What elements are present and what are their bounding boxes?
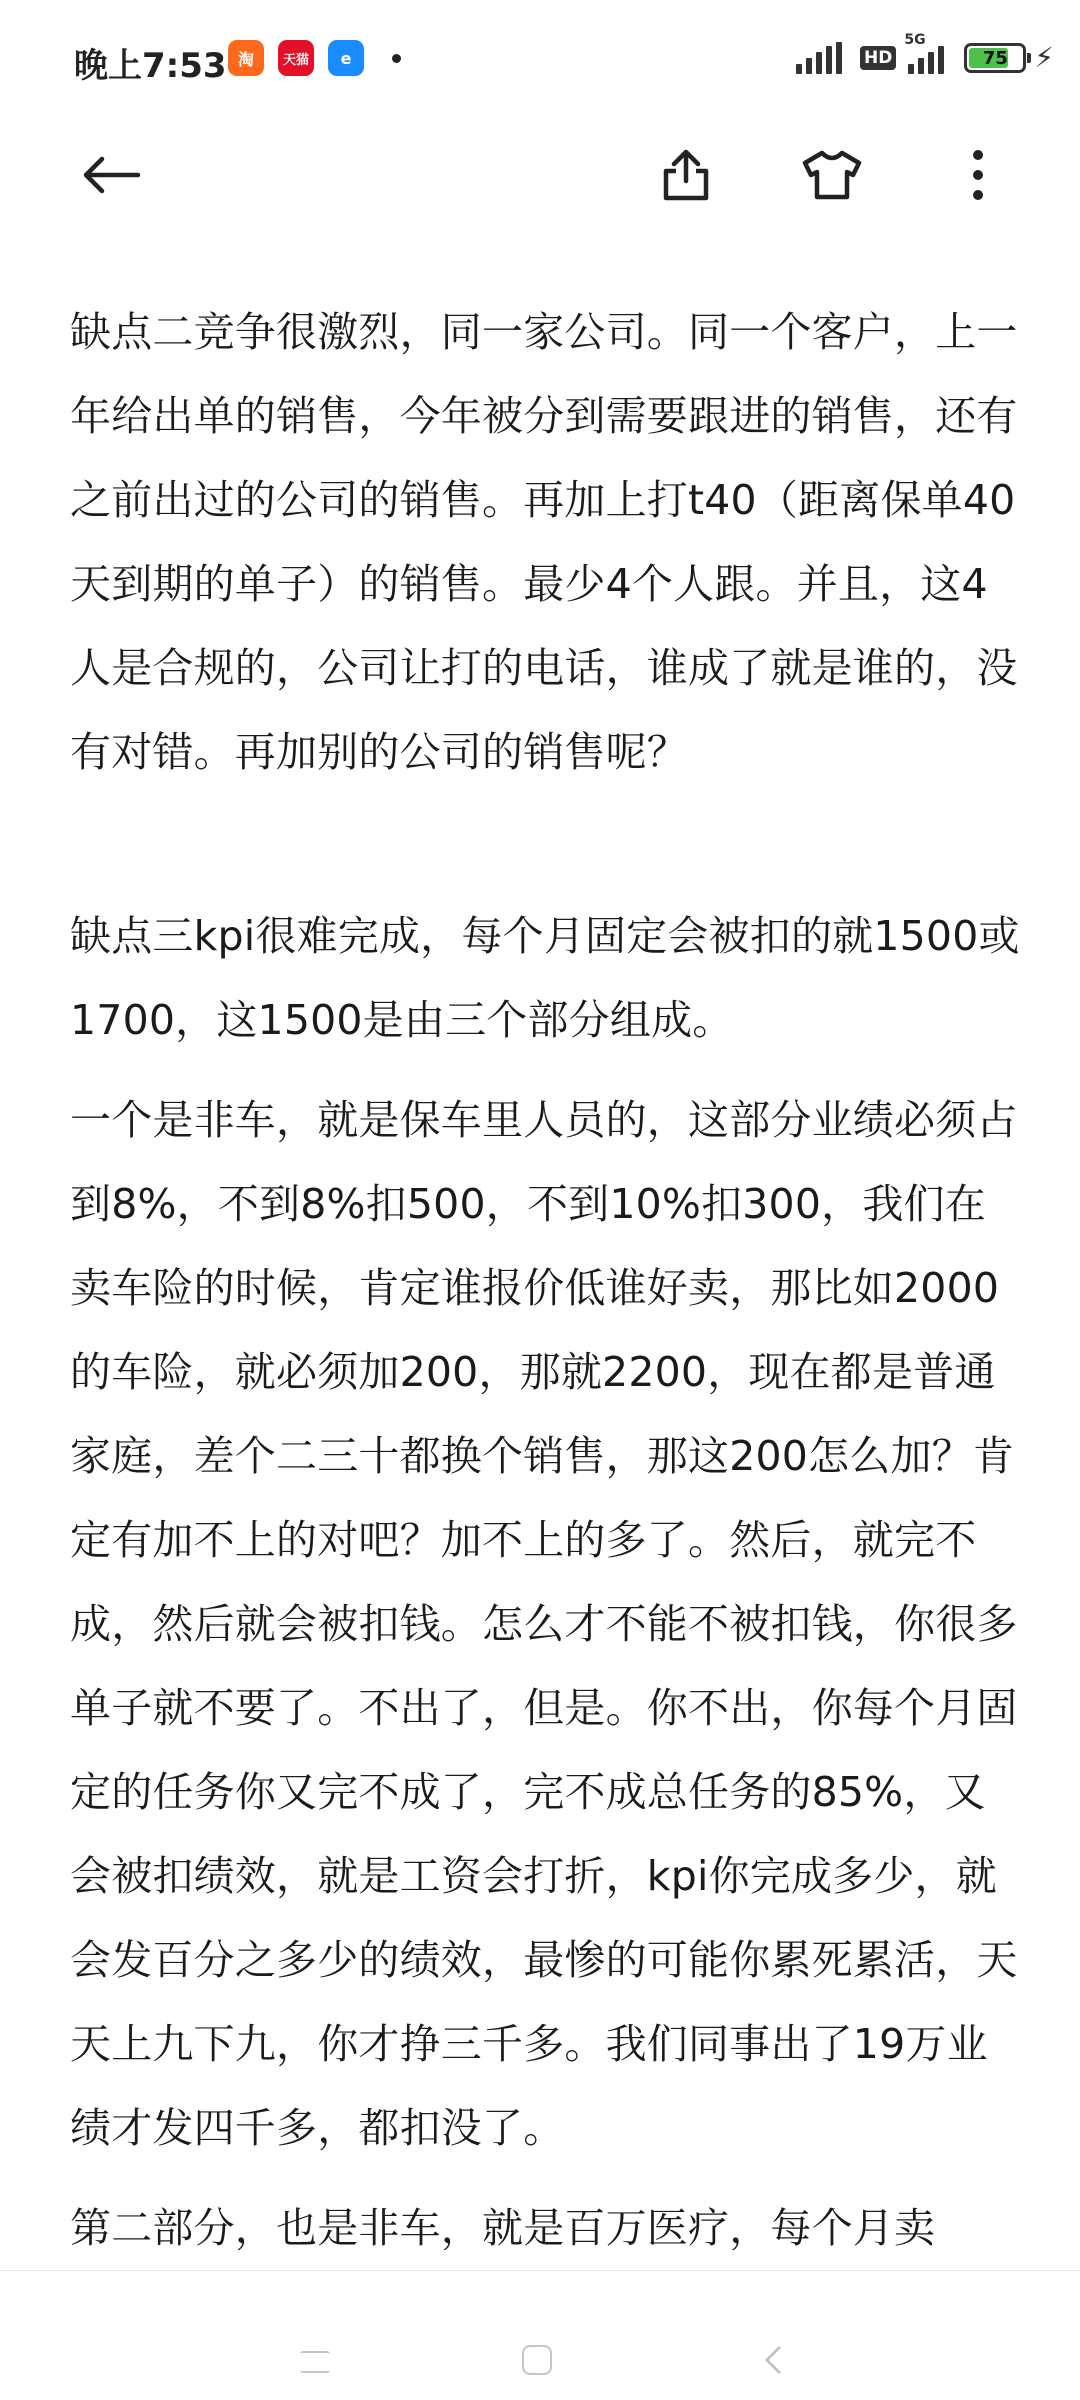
charging-bolt-icon: ⚡ xyxy=(1034,41,1054,74)
status-indicators xyxy=(796,32,1054,80)
eleme-app-icon: e xyxy=(328,40,364,76)
article-paragraph: 一个是非车，就是保车里人员的，这部分业绩必须占到8%，不到8%扣500，不到10%扣300，我们在卖车险的时候，肯定谁报价低谁好卖，那比如2000的车险，就必须加200，那就2200，现在都是普通家庭，差个二三十都换个销售，那这200怎么加？肯定有加不上的对吧？加不上的多了。然后，就完不成，然后就会被扣钱。怎么才不能不被扣钱，你很多单子就不要了。不出了，但是。你不出，你每个月固定的任务你又完不成了，完不成总任务的85%，又会被扣绩效，就是工资会打折，kpi你完成多少，就会发百分之多少的绩效，最惨的可能你累死累活，天天上九下九，你才挣三千多。我们同事出了19万业绩才发四千多，都扣没了。 xyxy=(70,1096,1018,2152)
home-nav-icon[interactable] xyxy=(522,2345,552,2375)
back-arrow-icon xyxy=(80,155,142,195)
battery-level-text: 75 xyxy=(982,47,1008,69)
battery-icon xyxy=(964,43,1026,73)
more-options-button[interactable] xyxy=(943,140,1013,210)
theme-button[interactable] xyxy=(797,140,867,210)
article-paragraph: 第二部分，也是非车，就是百万医疗，每个月卖 xyxy=(70,2204,936,2252)
recents-nav-icon[interactable] xyxy=(300,2351,330,2373)
more-vertical-icon xyxy=(971,149,985,201)
share-button[interactable] xyxy=(651,140,721,210)
article-paragraph: 缺点三kpi很难完成，每个月固定会被扣的就1500或1700，这1500是由三个部分组成。 xyxy=(70,912,1020,1044)
network-type-label: 5G xyxy=(904,32,926,48)
share-icon xyxy=(660,147,712,203)
wifi-signal-icon xyxy=(796,42,846,74)
status-bar xyxy=(0,0,1080,120)
article-paragraph: 缺点二竞争很激烈，同一家公司。同一个客户，上一年给出单的销售，今年被分到需要跟进的销售，还有之前出过的公司的销售。再加上打t40（距离保单40天到期的单子）的销售。最少4个人跟。并且，这4人是合规的，公司让打的电话，谁成了就是谁的，没有对错。再加别的公司的销售呢？ xyxy=(70,308,1018,776)
back-button[interactable] xyxy=(76,140,146,210)
theme-shirt-icon xyxy=(802,149,862,201)
status-time: 晚上7:53 xyxy=(74,46,227,86)
tmall-app-icon: 天猫 xyxy=(278,40,314,76)
system-navigation-bar xyxy=(0,2345,1080,2385)
taobao-app-icon: 淘 xyxy=(228,40,264,76)
reader-toolbar xyxy=(0,120,1080,220)
back-nav-icon[interactable] xyxy=(758,2345,788,2375)
more-notifications-dot-icon xyxy=(392,54,401,63)
hd-badge: HD xyxy=(860,46,896,70)
article-body xyxy=(70,290,1020,2270)
divider xyxy=(0,2270,1080,2271)
cellular-signal-icon xyxy=(904,32,948,74)
